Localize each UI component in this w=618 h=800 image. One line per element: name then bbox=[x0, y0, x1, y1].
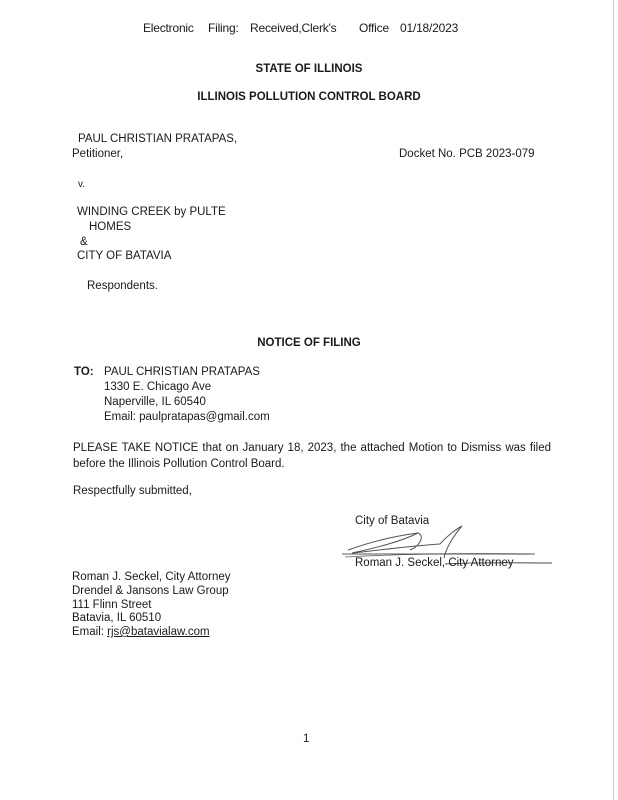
page-edge-line bbox=[613, 0, 614, 800]
petitioner-name: PAUL CHRISTIAN PRATAPAS, bbox=[78, 133, 238, 145]
notice-title: NOTICE OF FILING bbox=[257, 337, 361, 349]
respondent-city: CITY OF BATAVIA bbox=[77, 250, 172, 262]
attorney-street: 111 Flinn Street bbox=[72, 599, 152, 611]
attorney-city: Batavia, IL 60510 bbox=[72, 612, 162, 624]
header-electronic: Electronic bbox=[143, 21, 194, 35]
attorney-firm: Drendel & Jansons Law Group bbox=[72, 585, 229, 597]
versus: v. bbox=[78, 179, 86, 190]
attorney-email-line bbox=[72, 626, 210, 638]
to-label: TO: bbox=[74, 366, 94, 378]
respondent-homes: HOMES bbox=[89, 221, 132, 233]
respondent-winding-creek: WINDING CREEK by PULTE bbox=[77, 206, 226, 218]
attorney-name: Roman J. Seckel, City Attorney bbox=[72, 571, 231, 583]
docket-number: Docket No. PCB 2023-079 bbox=[399, 148, 535, 160]
to-name: PAUL CHRISTIAN PRATAPAS bbox=[104, 366, 260, 378]
header-filing: Filing: bbox=[208, 21, 239, 35]
to-email: Email: paulpratapas@gmail.com bbox=[104, 411, 270, 423]
closing: Respectfully submitted, bbox=[73, 485, 192, 497]
respondents-label: Respondents. bbox=[87, 280, 158, 292]
signature-entity: City of Batavia bbox=[355, 515, 430, 527]
petitioner-label: Petitioner, bbox=[72, 148, 124, 160]
page-number: 1 bbox=[303, 733, 310, 745]
header-office: Office bbox=[359, 21, 389, 35]
state-heading: STATE OF ILLINOIS bbox=[255, 63, 363, 75]
header-date: 01/18/2023 bbox=[400, 21, 459, 35]
attorney-email-label: Email: bbox=[72, 626, 104, 638]
board-heading: ILLINOIS POLLUTION CONTROL BOARD bbox=[197, 91, 421, 103]
to-address-line1: 1330 E. Chicago Ave bbox=[104, 381, 212, 393]
attorney-email-link[interactable]: rjs@batavialaw.com bbox=[107, 626, 210, 638]
ampersand: & bbox=[80, 236, 88, 248]
to-address-line2: Naperville, IL 60540 bbox=[104, 396, 206, 408]
notice-body-text: PLEASE TAKE NOTICE that on January 18, 2023, the attached Motion to Dismiss was filed before the Illinois Pollution Control Board. bbox=[73, 442, 551, 470]
header-received: Received,Clerk's bbox=[250, 21, 337, 35]
signature-signer: Roman J. Seckel, City Attorney bbox=[355, 557, 514, 569]
